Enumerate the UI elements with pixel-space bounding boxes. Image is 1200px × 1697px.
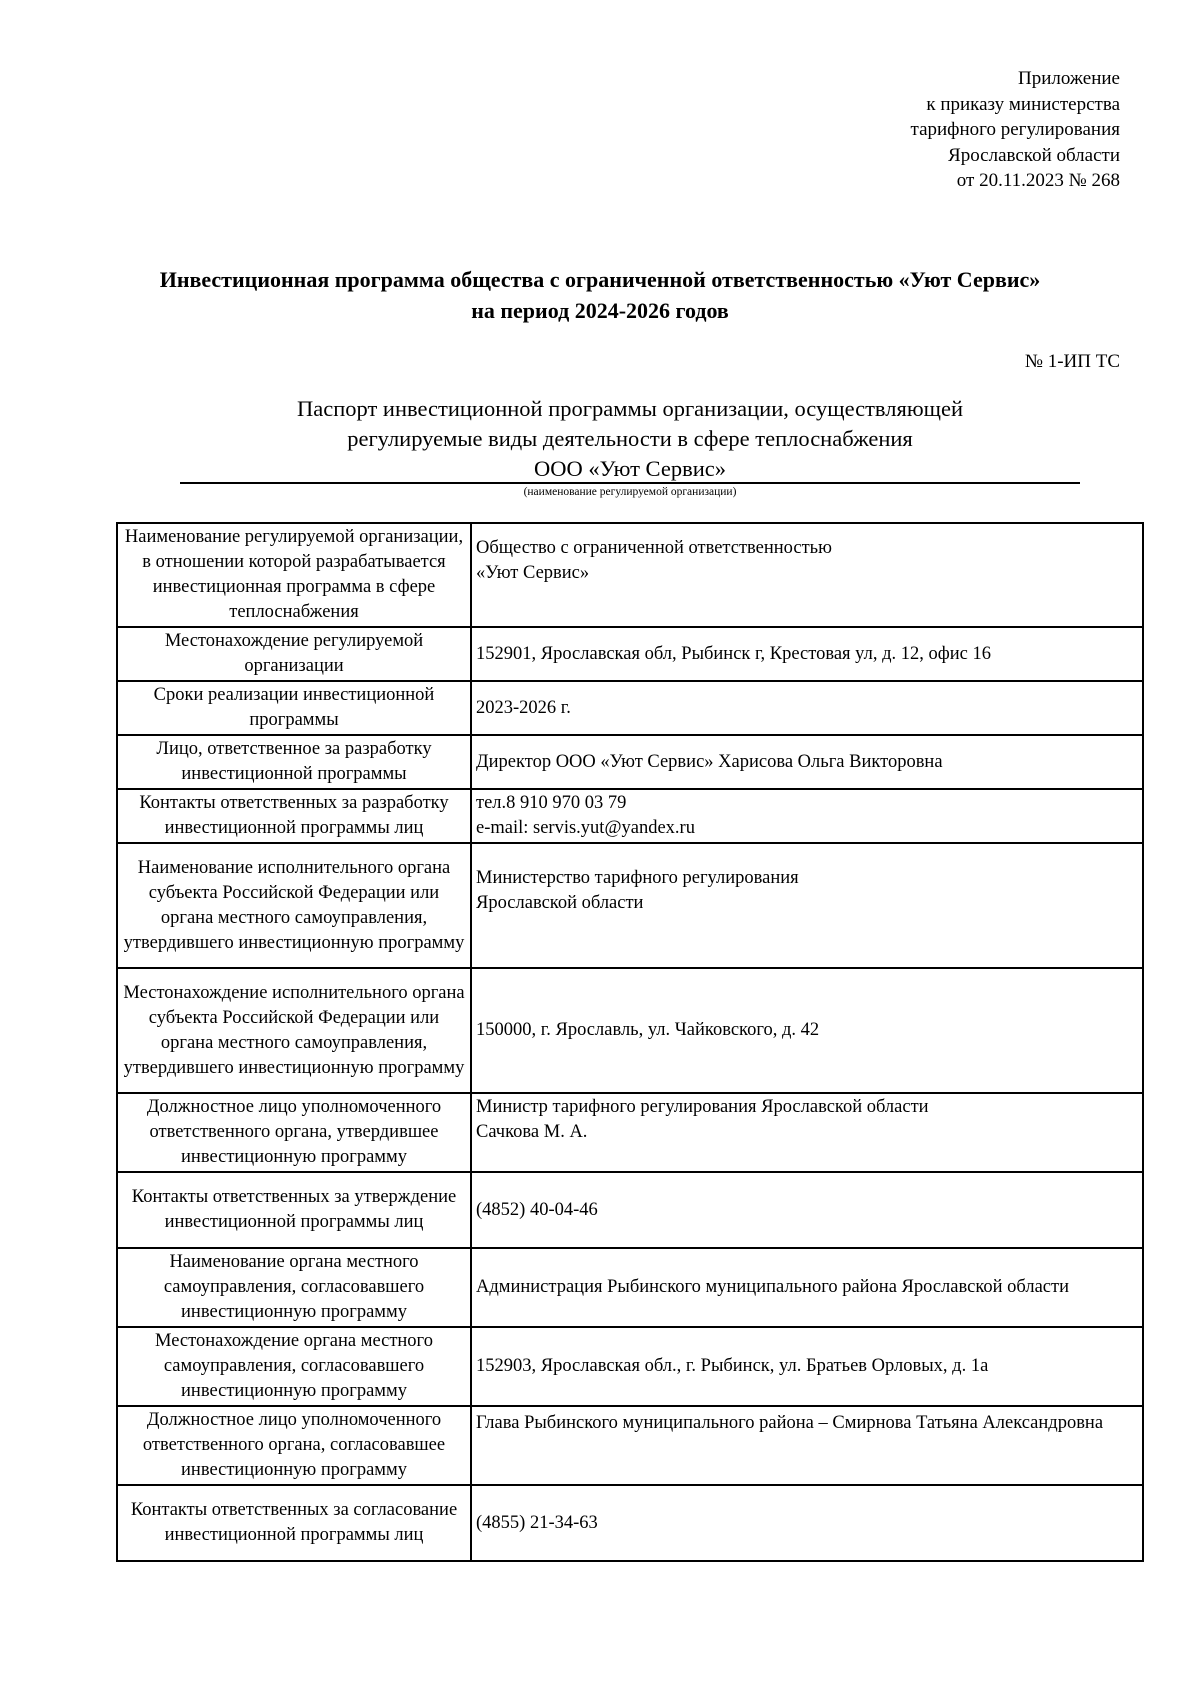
table-row: [117, 681, 1143, 735]
row-label: Наименование органа местного самоуправления, согласовавшего инвестиционную программу: [117, 1248, 471, 1327]
table-row: [117, 1172, 1143, 1248]
table-row: [117, 1248, 1143, 1327]
passport-heading: [180, 394, 1080, 484]
table-row: [117, 789, 1143, 843]
passport-heading-line2: регулируемые виды деятельности в сфере теплоснабжения: [347, 426, 913, 451]
row-value: Глава Рыбинского муниципального района – Смирнова Татьяна Александровна: [471, 1406, 1143, 1485]
passport-org-name: ООО «Уют Сервис»: [534, 456, 726, 481]
annex-date-number: от 20.11.2023 № 268: [956, 170, 1120, 191]
row-label: Наименование регулируемой организации, в отношении которой разрабатывается инвестиционная программа в сфере теплоснабжения: [117, 523, 471, 627]
row-value: (4852) 40-04-46: [471, 1172, 1143, 1248]
document-title-line1: Инвестиционная программа общества с ограниченной ответственностью «Уют Сервис»: [159, 267, 1041, 292]
row-label: Контакты ответственных за утверждение инвестиционной программы лиц: [117, 1172, 471, 1248]
row-value: Общество с ограниченной ответственностью «Уют Сервис»: [471, 523, 1143, 627]
row-value: Министерство тарифного регулирования Ярославской области: [471, 843, 1143, 968]
row-label: Местонахождение регулируемой организации: [117, 627, 471, 681]
org-name-caption: (наименование регулируемой организации): [523, 486, 737, 498]
row-value: [471, 789, 1143, 843]
passport-heading-line1: Паспорт инвестиционной программы организации, осуществляющей: [296, 396, 963, 421]
annex-block: [720, 66, 1120, 194]
contact-phone: тел.8 910 970 03 79: [476, 793, 627, 813]
table-row: [117, 1406, 1143, 1485]
annex-line: Ярославской области: [948, 144, 1120, 166]
row-label: Местонахождение органа местного самоуправления, согласовавшего инвестиционную программу: [117, 1327, 471, 1406]
program-number: № 1-ИП ТС: [1024, 351, 1120, 372]
row-label: Наименование исполнительного органа субъекта Российской Федерации или органа местного самоуправления, утвердившего инвестиционную программу: [117, 843, 471, 968]
row-value: 150000, г. Ярославль, ул. Чайковского, д. 42: [471, 968, 1143, 1093]
table-row: [117, 1485, 1143, 1561]
row-label: Местонахождение исполнительного органа субъекта Российской Федерации или органа местного самоуправления, утвердившего инвестиционную программу: [117, 968, 471, 1093]
document-title-line2: на период 2024-2026 годов: [471, 298, 729, 323]
contact-email: e-mail: servis.yut@yandex.ru: [476, 818, 695, 838]
annex-line: тарифного регулирования: [910, 119, 1120, 140]
row-value: 152901, Ярославская обл, Рыбинск г, Крестовая ул, д. 12, офис 16: [471, 627, 1143, 681]
table-row: [117, 843, 1143, 968]
org-name-underline: [180, 482, 1080, 484]
table-row: [117, 1327, 1143, 1406]
document-title: [60, 264, 1140, 326]
table-row: [117, 1093, 1143, 1172]
row-label: Контакты ответственных за разработку инвестиционной программы лиц: [117, 789, 471, 843]
row-value: Администрация Рыбинского муниципального района Ярославской области: [471, 1248, 1143, 1327]
row-value: 152903, Ярославская обл., г. Рыбинск, ул. Братьев Орловых, д. 1а: [471, 1327, 1143, 1406]
row-value: Министр тарифного регулирования Ярославской области Сачкова М. А.: [471, 1093, 1143, 1172]
table-row: [117, 735, 1143, 789]
row-value: Директор ООО «Уют Сервис» Харисова Ольга Викторовна: [471, 735, 1143, 789]
passport-table: [116, 522, 1144, 1562]
row-value: 2023-2026 г.: [471, 681, 1143, 735]
row-value: (4855) 21-34-63: [471, 1485, 1143, 1561]
row-label: Должностное лицо уполномоченного ответственного органа, утвердившее инвестиционную программу: [117, 1093, 471, 1172]
table-row: [117, 523, 1143, 627]
row-label: Лицо, ответственное за разработку инвестиционной программы: [117, 735, 471, 789]
table-row: [117, 627, 1143, 681]
table-row: [117, 968, 1143, 1093]
row-label: Должностное лицо уполномоченного ответственного органа, согласовавшее инвестиционную программу: [117, 1406, 471, 1485]
annex-line: Приложение: [1018, 68, 1120, 89]
row-label: Контакты ответственных за согласование инвестиционной программы лиц: [117, 1485, 471, 1561]
row-label: Сроки реализации инвестиционной программы: [117, 681, 471, 735]
annex-line: к приказу министерства: [926, 93, 1120, 115]
